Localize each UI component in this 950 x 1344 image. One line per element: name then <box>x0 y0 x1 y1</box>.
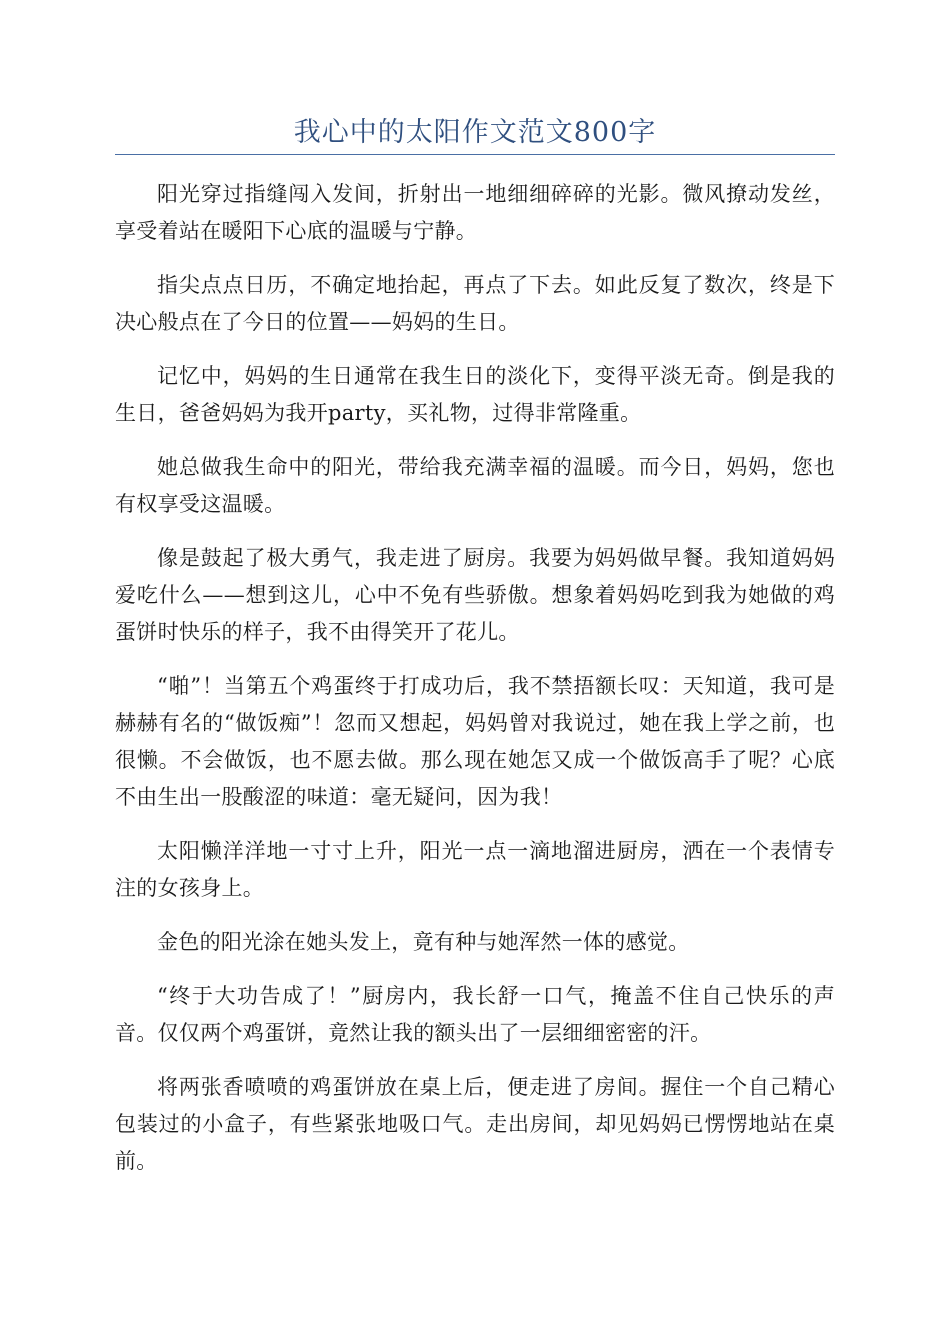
paragraph-10: 将两张香喷喷的鸡蛋饼放在桌上后，便走进了房间。握住一个自己精心包装过的小盒子，有些紧张地吸口气。走出房间，却见妈妈已愣愣地站在桌前。 <box>115 1075 835 1173</box>
paragraph-6: “啪”！当第五个鸡蛋终于打成功后，我不禁捂额长叹：天知道，我可是赫赫有名的“做饭痴”！忽而又想起，妈妈曾对我说过，她在我上学之前，也很懒。不会做饭，也不愿去做。那么现在她怎又成一个做饭高手了呢？心底不由生出一股酸涩的味道：毫无疑问，因为我！ <box>115 674 835 809</box>
paragraph-3: 记忆中，妈妈的生日通常在我生日的淡化下，变得平淡无奇。倒是我的生日，爸爸妈妈为我开party，买礼物，过得非常隆重。 <box>115 364 835 425</box>
paragraph-8: 金色的阳光涂在她头发上，竟有种与她浑然一体的感觉。 <box>157 930 690 954</box>
page-title: 我心中的太阳作文范文800字 <box>293 117 657 148</box>
paragraph-2: 指尖点点日历，不确定地抬起，再点了下去。如此反复了数次，终是下决心般点在了今日的位置——妈妈的生日。 <box>115 273 835 334</box>
paragraph-7: 太阳懒洋洋地一寸寸上升，阳光一点一滴地溜进厨房，洒在一个表情专注的女孩身上。 <box>115 839 835 900</box>
paragraph-1: 阳光穿过指缝闯入发间，折射出一地细细碎碎的光影。微风撩动发丝，享受着站在暖阳下心底的温暖与宁静。 <box>115 182 835 243</box>
title-underline <box>115 154 835 155</box>
paragraph-5: 像是鼓起了极大勇气，我走进了厨房。我要为妈妈做早餐。我知道妈妈爱吃什么——想到这儿，心中不免有些骄傲。想象着妈妈吃到我为她做的鸡蛋饼时快乐的样子，我不由得笑开了花儿。 <box>115 546 835 644</box>
paragraph-9: “终于大功告成了！”厨房内，我长舒一口气，掩盖不住自己快乐的声音。仅仅两个鸡蛋饼，竟然让我的额头出了一层细细密密的汗。 <box>115 984 835 1045</box>
paragraph-4: 她总做我生命中的阳光，带给我充满幸福的温暖。而今日，妈妈，您也有权享受这温暖。 <box>115 455 835 516</box>
article-body <box>115 176 835 1197</box>
